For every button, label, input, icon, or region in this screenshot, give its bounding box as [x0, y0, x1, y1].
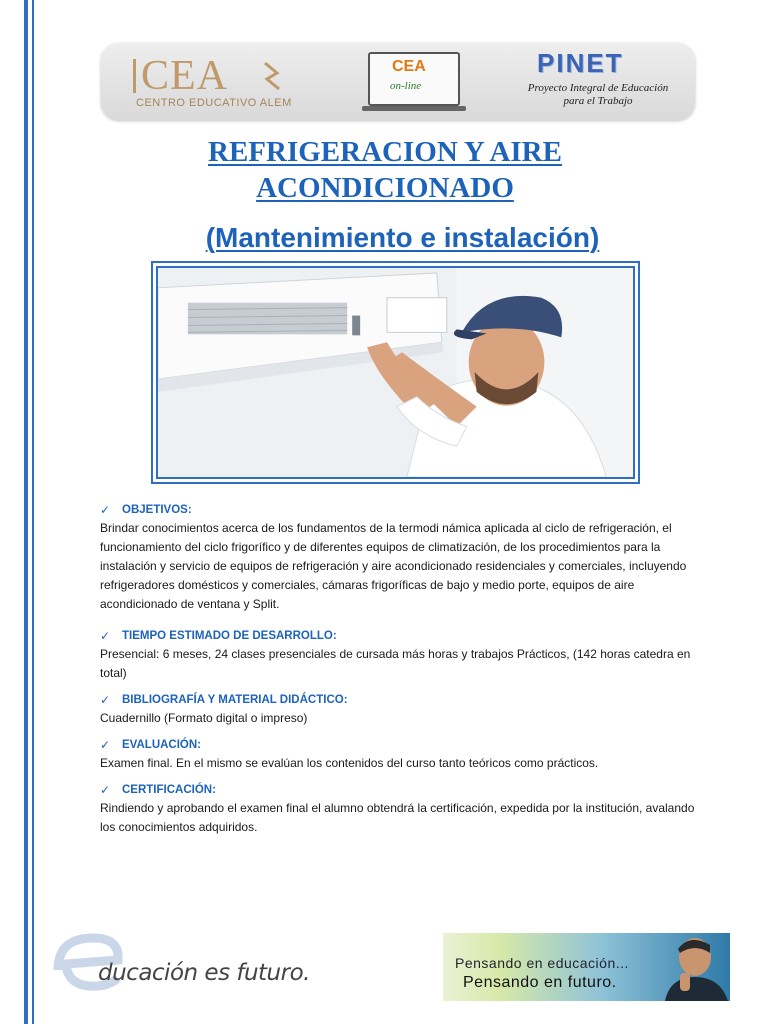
section-text: Cuadernillo (Formato digital o impreso)	[100, 711, 308, 725]
page-left-border	[24, 0, 28, 1024]
cea-logo-name: CEA	[141, 53, 228, 99]
footer-banner	[443, 933, 730, 1001]
page-left-border-thin	[32, 0, 34, 1024]
section-title: CERTIFICACIÓN:	[122, 784, 216, 796]
cea-arrow-icon	[261, 59, 283, 93]
laptop-icon	[368, 52, 460, 106]
checkmark-icon: ✓	[100, 738, 111, 752]
course-info	[100, 501, 700, 837]
section-objetivos	[100, 501, 700, 614]
pinet-logo-name: PINET	[537, 48, 624, 78]
section-text: Examen final. En el mismo se evalúan los contenidos del curso tanto teóricos como prácticos.	[100, 756, 599, 770]
section-tiempo	[100, 627, 700, 683]
checkmark-icon: ✓	[100, 783, 111, 797]
page-title: REFRIGERACION Y AIRE ACONDICIONADO	[208, 136, 562, 204]
logo-bar	[101, 43, 695, 120]
cea-online-name: CEA	[392, 58, 426, 75]
section-heading	[100, 736, 700, 754]
cea-online-tag: on-line	[390, 80, 422, 92]
laptop-base	[362, 106, 466, 111]
cea-logo-subtitle: CENTRO EDUCATIVO ALEM	[136, 97, 292, 109]
cea-logo	[133, 53, 293, 113]
technician-photo	[156, 266, 635, 479]
section-heading	[100, 627, 700, 645]
section-evaluacion	[100, 736, 700, 773]
checkmark-icon: ✓	[100, 503, 111, 517]
section-heading	[100, 691, 700, 709]
cea-online-logo	[368, 52, 460, 114]
footer-slogan-logo	[38, 930, 418, 1000]
section-heading	[100, 781, 700, 799]
banner-line-2: Pensando en futuro.	[463, 974, 617, 991]
section-title: BIBLIOGRAFÍA Y MATERIAL DIDÁCTICO:	[122, 694, 348, 706]
banner-line-1: Pensando en educación...	[455, 955, 629, 971]
checkmark-icon: ✓	[100, 629, 111, 643]
section-bibliografia	[100, 691, 700, 728]
section-title: TIEMPO ESTIMADO DE DESARROLLO:	[122, 630, 337, 642]
section-heading	[100, 501, 700, 519]
technician-installing-ac-illustration	[158, 268, 633, 477]
section-text: Presencial: 6 meses, 24 clases presenciales de cursada más horas y trabajos Prácticos, (142 horas catedra en total)	[100, 647, 691, 680]
checkmark-icon: ✓	[100, 693, 111, 707]
section-title: EVALUACIÓN:	[122, 739, 202, 751]
section-text: Brindar conocimientos acerca de los fundamentos de la termodi námica aplicada al ciclo de refrigeración, el funcionamiento del ciclo frigorífico y de diferentes equipos de climatización, de los procedimientos para la instalación y servicio de equipos de refrigeración y aire acondicionado residenciales y comerciales, incluyendo refrigeradores domésticos y comerciales, cámaras frigoríficas de bajo y medio porte, equipos de aire acondicionado de ventana y Split.	[100, 521, 687, 611]
photo-frame	[151, 261, 640, 484]
pinet-logo	[523, 48, 683, 116]
pinet-logo-subtitle: Proyecto Integral de Educación para el Trabajo	[527, 82, 669, 107]
section-text: Rindiendo y aprobando el examen final el alumno obtendrá la certificación, expedida por la institución, avalando los conocimientos adquiridos.	[100, 801, 695, 834]
thinking-man-image	[650, 933, 730, 1001]
footer-slogan: ducación es futuro.	[98, 960, 310, 986]
section-certificacion	[100, 781, 700, 837]
page-subtitle: (Mantenimiento e instalación)	[205, 222, 600, 253]
cea-logo-bar	[133, 59, 136, 93]
section-title: OBJETIVOS:	[122, 504, 192, 516]
